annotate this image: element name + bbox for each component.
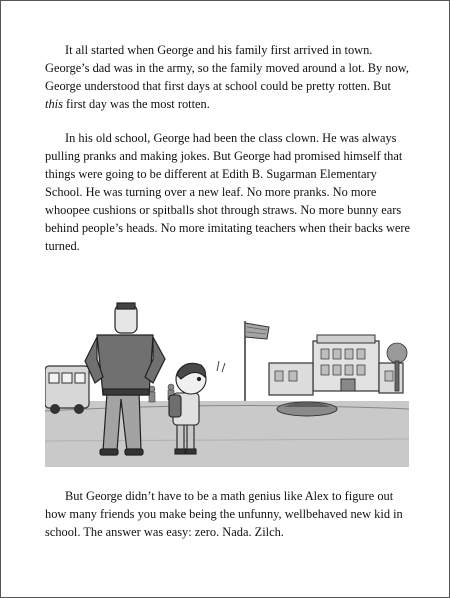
paragraph-2: In his old school, George had been the class clown. He was always pulling pranks and making jokes. But George had promised himself that things were going to be different at Edith B. Sugarman Elementary School. He was turning over a new leaf. No more pranks. No more whoopee cushions or spitballs shot through straws. No more bunny ears behind people’s heads. No more imitating teachers when their backs were turned. [45, 131, 411, 253]
flower-bed-icon [277, 402, 337, 416]
illustration-first-day-at-school [45, 301, 409, 467]
paragraph-1 [45, 41, 411, 113]
paragraph-1-emphasis: this [45, 97, 63, 111]
paragraph-1-start: It all started when George and his family first arrived in town. George’s dad was in the army, so the family moved around a lot. By now, George understood that first days at school could be pretty rotten. But [45, 43, 409, 93]
paragraph-3: But George didn’t have to be a math genius like Alex to figure out how many friends you make being the unfunny, wellbehaved new kid in school. The answer was easy: zero. Nada. Zilch. [45, 489, 403, 539]
paragraph-1-end: first day was the most rotten. [62, 97, 210, 111]
school-bus-icon [45, 366, 89, 414]
